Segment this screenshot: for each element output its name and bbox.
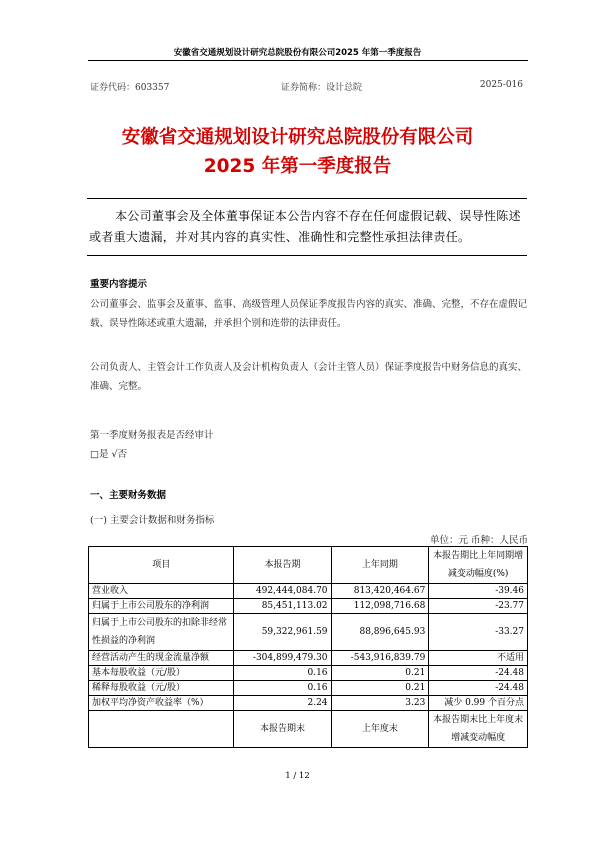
stock-short-name: 证券简称：设计总院 <box>281 83 363 93</box>
table-row <box>89 651 528 666</box>
header-cell: 项目 <box>89 547 234 584</box>
table-row <box>89 681 528 696</box>
table-row <box>89 696 528 711</box>
table-row <box>89 599 528 614</box>
stock-code: 证券代码：603357 <box>90 83 170 93</box>
cell-value: -23.77 <box>429 599 528 614</box>
audit-question: 第一季度财务报表是否经审计 <box>90 430 214 441</box>
cell-value: 2.24 <box>234 696 331 711</box>
cell-value: 不适用 <box>429 651 528 666</box>
audit-answer: □是 √否 <box>90 449 128 460</box>
company-title: 安徽省交通规划设计研究总院股份有限公司 <box>121 127 474 148</box>
cell-value: -39.46 <box>429 584 528 599</box>
cell-value: -543,916,839.79 <box>331 651 429 666</box>
table-header-row <box>89 547 528 584</box>
page-number: 1 / 12 <box>285 771 310 781</box>
highlights-title: 重要内容提示 <box>90 279 148 290</box>
financial-data-table <box>88 546 528 748</box>
disclaimer-text: 本公司董事会及全体董事保证本公告内容不存在任何虚假记载、误导性陈述或者重大遗漏，并对其内容的真实性、准确性和完整性承担法律责任。 <box>89 209 521 244</box>
header-cell: 本报告期末比上年度末增减变动幅度 <box>429 711 528 748</box>
row-label: 经营活动产生的现金流量净额 <box>89 651 234 666</box>
header-cell: 上年同期 <box>331 547 429 584</box>
header-cell: 本报告期末 <box>234 711 331 748</box>
report-title: 2025 年第一季度报告 <box>203 156 392 177</box>
highlights-paragraph-1: 公司董事会、监事会及董事、监事、高级管理人员保证季度报告内容的真实、准确、完整，不存在虚假记载、误导性陈述或重大遗漏，并承担个别和连带的法律责任。 <box>90 299 528 329</box>
cell-value: 0.16 <box>234 666 331 681</box>
header-cell: 本报告期 <box>234 547 331 584</box>
running-header: 安徽省交通规划设计研究总院股份有限公司2025 年第一季度报告 <box>173 48 422 58</box>
header-divider <box>88 60 528 61</box>
cell-value: 0.16 <box>234 681 331 696</box>
cell-value: 减少 0.99 个百分点 <box>429 696 528 711</box>
highlights-paragraph-2: 公司负责人、主管会计工作负责人及会计机构负责人（会计主管人员）保证季度报告中财务信息的真实、准确、完整。 <box>90 362 528 392</box>
table-row <box>89 614 528 651</box>
unit-note: 单位：元 币种：人民币 <box>429 535 528 546</box>
cell-value: 0.21 <box>331 681 429 696</box>
cell-value: 492,444,084.70 <box>234 584 331 599</box>
cell-value: 3.23 <box>331 696 429 711</box>
cell-value: 813,420,464.67 <box>331 584 429 599</box>
row-label: 基本每股收益（元/股） <box>89 666 234 681</box>
row-label: 归属于上市公司股东的净利润 <box>89 599 234 614</box>
row-label: 归属于上市公司股东的扣除非经常性损益的净利润 <box>89 614 234 651</box>
row-label: 营业收入 <box>89 584 234 599</box>
section-1-title: 一、主要财务数据 <box>90 490 167 501</box>
table-row <box>89 666 528 681</box>
subsection-1-title: (一) 主要会计数据和财务指标 <box>90 515 215 526</box>
cell-value: 0.21 <box>331 666 429 681</box>
cell-value: -24.48 <box>429 666 528 681</box>
row-label: 加权平均净资产收益率（%） <box>89 696 234 711</box>
table-header-row <box>89 711 528 748</box>
cell-value: -33.27 <box>429 614 528 651</box>
table-row <box>89 584 528 599</box>
cell-value: 112,098,716.68 <box>331 599 429 614</box>
disclaimer-box <box>87 198 527 256</box>
header-cell: 上年度末 <box>331 711 429 748</box>
row-label: 稀释每股收益（元/股） <box>89 681 234 696</box>
header-cell <box>89 711 234 748</box>
cell-value: -24.48 <box>429 681 528 696</box>
header-cell: 本报告期比上年同期增减变动幅度(%) <box>429 547 528 584</box>
cell-value: 88,896,645.93 <box>331 614 429 651</box>
cell-value: -304,899,479.30 <box>234 651 331 666</box>
cell-value: 85,451,113.02 <box>234 599 331 614</box>
cell-value: 59,322,961.59 <box>234 614 331 651</box>
announcement-number: 2025-016 <box>479 80 523 90</box>
